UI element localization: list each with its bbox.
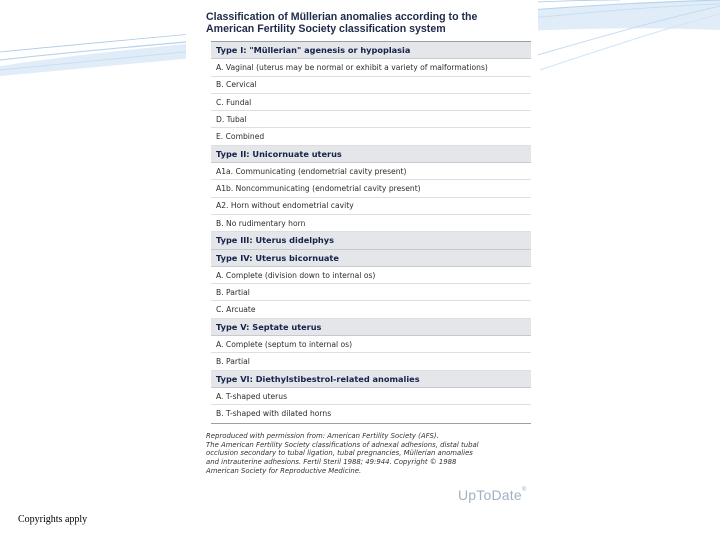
logo-text: UpToDate: [458, 487, 522, 503]
classification-document: [186, 0, 538, 508]
table-row: B. Partial: [211, 284, 531, 301]
citation-line: American Society for Reproductive Medicine.: [206, 466, 362, 475]
document-title-line: American Fertility Society classification system: [206, 23, 446, 35]
document-title: [206, 11, 526, 35]
table-row: E. Combined: [211, 128, 531, 145]
citation-line: occlusion secondary to tubal ligation, tubal pregnancies, Müllerian anomalies: [206, 449, 473, 458]
table-row: B. Partial: [211, 353, 531, 370]
table-row: B. No rudimentary horn: [211, 215, 531, 232]
citation-line: Reproduced with permission from: American Fertility Society (AFS).: [206, 432, 439, 440]
table-row: C. Fundal: [211, 94, 531, 111]
uptodate-logo: [458, 487, 526, 503]
table-section-header: Type V: Septate uterus: [211, 319, 531, 336]
table-row: A. T-shaped uterus: [211, 388, 531, 405]
registered-mark: ®: [521, 487, 527, 493]
table-section-header: Type I: "Müllerian" agenesis or hypoplasia: [211, 42, 531, 59]
source-citation: [206, 432, 526, 476]
table-row: A1b. Noncommunicating (endometrial cavity present): [211, 180, 531, 197]
table-row: B. T-shaped with dilated horns: [216, 409, 332, 419]
table-row: A. Complete (division down to internal os): [211, 267, 531, 284]
table-row: A1a. Communicating (endometrial cavity present): [211, 163, 531, 180]
table-section-header: Type II: Unicornuate uterus: [211, 146, 531, 163]
table-row: A. Complete (septum to internal os): [211, 336, 531, 353]
citation-line: and intrauterine adhesions. Fertil Steril 1988; 49:944. Copyright © 1988: [206, 458, 457, 467]
copyright-notice: Copyrights apply: [18, 514, 88, 525]
table-section-header: Type III: Uterus didelphys: [211, 232, 531, 249]
table-section-header: Type IV: Uterus bicornuate: [211, 250, 531, 267]
table-row: A. Vaginal (uterus may be normal or exhibit a variety of malformations): [211, 59, 531, 76]
table-row: D. Tubal: [211, 111, 531, 128]
classification-table: [211, 41, 531, 424]
table-row: B. Cervical: [211, 77, 531, 94]
table-row: C. Arcuate: [211, 301, 531, 318]
document-title-line: Classification of Müllerian anomalies according to the: [206, 11, 478, 23]
table-section-header: Type VI: Diethylstibestrol-related anomalies: [211, 371, 531, 388]
citation-line: The American Fertility Society classifications of adnexal adhesions, distal tubal: [206, 440, 479, 449]
table-row: A2. Horn without endometrial cavity: [211, 198, 531, 215]
